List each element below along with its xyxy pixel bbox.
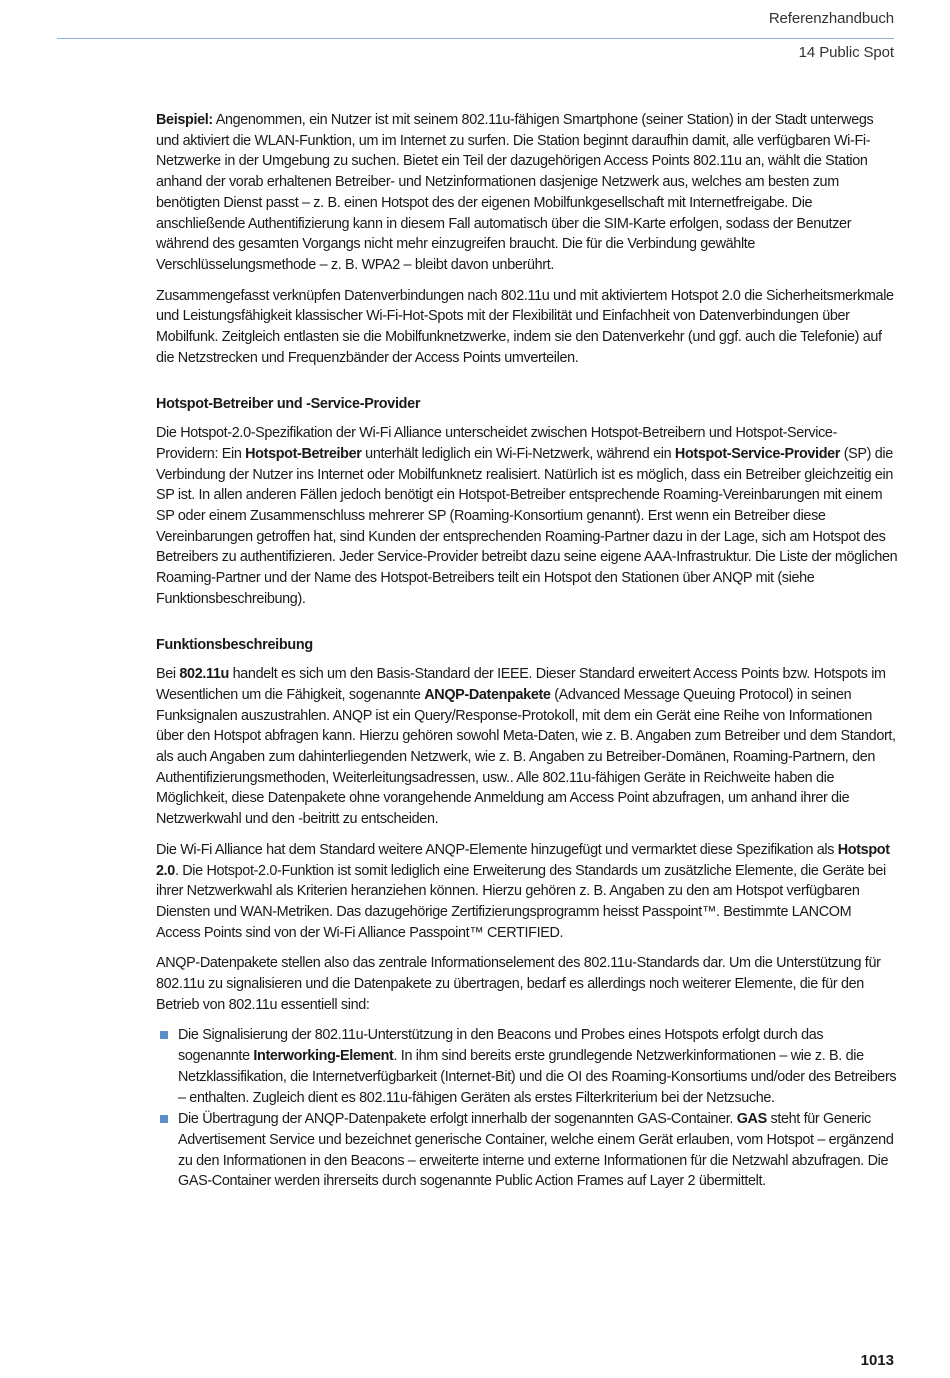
hotspot20-paragraph	[156, 840, 898, 944]
element-list	[156, 1025, 898, 1192]
term-gas: GAS	[736, 1111, 767, 1128]
term-hotspot-service-provider: Hotspot-Service-Provider	[674, 445, 841, 462]
text-run: Die Übertragung der ANQP-Datenpakete erfolgt innerhalb der sogenannten GAS-Container.	[178, 1111, 737, 1128]
list-item	[156, 1109, 898, 1192]
page-content	[156, 110, 898, 1193]
summary-paragraph: Zusammengefasst verknüpfen Datenverbindungen nach 802.11u und mit aktiviertem Hotspot 2.0 die Sicherheitsmerkmale und Leistungsfähigkeit klassischer Wi-Fi-Hot-Spots mit der Flexibilität und Einfachheit von Datenverbindungen über Mobilfunk. Zeitgleich entlasten sie die Mobilfunknetzwerke, indem sie den Datenverkehr (und ggf. auch die Telefonie) auf die Netzstrecken und Frequenzbänder der Access Points umverteilen.	[156, 287, 894, 366]
text-run: Bei	[156, 666, 180, 683]
chapter-title: 14 Public Spot	[798, 44, 894, 61]
text-run: Die Hotspot-2.0-Spezifikation der Wi-Fi Alliance unterscheidet zwischen Hotspot-Betreibern und Hotspot-Service-Providern: Ein	[156, 425, 838, 462]
header-title: Referenzhandbuch	[768, 10, 894, 27]
list-item	[156, 1025, 898, 1108]
term-anqp-packets: ANQP-Datenpakete	[424, 686, 551, 703]
example-paragraph	[156, 110, 898, 276]
anqp-paragraph: ANQP-Datenpakete stellen also das zentrale Informationselement des 802.11u-Standards dar. Um die Unterstützung für 802.11u zu signalisieren und die Datenpakete zu übertragen, bedarf es allerdings noch weiterer Elemente, die für den Betrieb von 802.11u essentiell sind:	[156, 955, 881, 1013]
header-divider	[57, 38, 894, 39]
text-run: . Die Hotspot-2.0-Funktion ist somit lediglich eine Erweiterung des Standards um zusätzliche Elemente, die Geräte bei ihrer Netzwerkwahl als Kriterien heranziehen können. Hierzu gehören z. B. Angaben zu den am Hotspot verfügbaren Diensten und WAN-Metriken. Das dazugehörige Zertifizierungsprogramm heisst Passpoint™. Bestimmte LANCOM Access Points sind von der Wi-Fi Alliance Passpoint™ CERTIFIED.	[156, 862, 886, 941]
square-bullet-icon	[160, 1115, 168, 1123]
text-run: unterhält lediglich ein Wi-Fi-Netzwerk, während ein	[361, 445, 675, 462]
term-interworking-element: Interworking-Element	[253, 1048, 394, 1065]
term-80211u: 802.11u	[179, 666, 229, 683]
operators-paragraph	[156, 423, 898, 609]
square-bullet-icon	[160, 1031, 168, 1039]
text-run: Die Signalisierung der 802.11u-Unterstützung in den Beacons und Probes eines Hotspots erfolgt durch das sogenannte	[178, 1027, 824, 1065]
example-label: Beispiel:	[156, 112, 213, 128]
page-number: 1013	[860, 1352, 894, 1369]
term-hotspot-20: Hotspot 2.0	[156, 841, 890, 879]
term-hotspot-operator: Hotspot-Betreiber	[245, 445, 362, 462]
section-heading-operators: Hotspot-Betreiber und -Service-Provider	[156, 396, 421, 413]
text-run: steht für Generic Advertisement Service und bezeichnet generische Container, welche einem Gerät erlauben, vom Hotspot – ergänzend zu den Informationen in den Beacons – erweiterte interne und externe Informationen für die Netzwahl abzufragen. Die GAS-Container werden ihrerseits durch sogenannte Public Action Frames auf Layer 2 übermittelt.	[178, 1111, 894, 1190]
text-run: (SP) die Verbindung der Nutzer ins Internet oder Mobilfunknetz realisiert. Natürlich ist es möglich, dass ein Betreiber gleichzeitig ein SP ist. In allen anderen Fällen jedoch benötigt ein Hotspot-Betreiber entsprechende Roaming-Vereinbarungen mit einem SP oder einem Zusammenschluss mehrerer SP (Roaming-Konsortium genannt). Erst wenn ein Betreiber diese Vereinbarungen getroffen hat, sind Kunden der entsprechenden Roaming-Partner dazu in der Lage, sich am Hotspot des Betreibers zu authentifizieren. Jeder Service-Provider betreibt dazu seine eigene AAA-Infrastruktur. Die Liste der möglichen Roaming-Partner und der Name des Hotspot-Betreibers teilt ein Hotspot den Stationen über ANQP mit (siehe Funktionsbeschreibung).	[156, 445, 898, 607]
text-run: (Advanced Message Queuing Protocol) in seinen Funksignalen auszustrahlen. ANQP ist ein Query/Response-Protokoll, mit dem ein Gerät eine Reihe von Informationen über den Hotspot abfragen kann. Hierzu gehören sowohl Meta-Daten, wie z. B. Angaben zum Betreiber und dem Standort, als auch Angaben zum dahinterliegenden Netzwerk, wie z. B. Angaben zu Betreiber-Domänen, Roaming-Partnern, den Authentifizierungsmethoden, Weiterleitungsadressen, usw.. Alle 802.11u-fähigen Geräte in Reichweite haben die Möglichkeit, diese Datenpakete ohne vorangehende Anmeldung am Access Point abzufragen, um anhand ihrer die Netzwerkwahl und den -beitritt zu entscheiden.	[156, 686, 896, 828]
function-paragraph	[156, 664, 898, 830]
text-run: . In ihm sind bereits erste grundlegende Netzwerkinformationen – wie z. B. die Netzklassifikation, die Internetverfügbarkeit (Internet-Bit) und die OI des Roaming-Konsortiums und/oder des Betreibers – enthalten. Zugleich dient es 802.11u-fähigen Geräten als erstes Filterkriterium bei der Netzsuche.	[178, 1048, 897, 1106]
example-text: Angenommen, ein Nutzer ist mit seinem 802.11u-fähigen Smartphone (seiner Station) in der Stadt unterwegs und aktiviert die WLAN-Funktion, um im Internet zu surfen. Die Station beginnt daraufhin damit, alle verfügbaren Wi-Fi-Netzwerke in der Umgebung zu suchen. Bietet ein Teil der dazugehörigen Access Points 802.11u an, wählt die Station anhand der vorab erhaltenen Betreiber- und Netzinformationen dasjenige Netzwerk aus, welches am besten zum benötigten Dienst passt – z. B. einen Hotspot des der eigenen Mobilfunkgesellschaft mit Internetfreigabe. Die anschließende Authentifizierung kann in diesem Fall automatisch über die SIM-Karte erfolgen, sodass der Benutzer während des gesamten Vorgangs nicht mehr einzugreifen braucht. Die für die Verbindung gewählte Verschlüsselungsmethode – z. B. WPA2 – bleibt davon unberührt.	[156, 112, 874, 273]
text-run: handelt es sich um den Basis-Standard der IEEE. Dieser Standard erweitert Access Points bzw. Hotspots im Wesentlichen um die Fähigkeit, sogenannte	[156, 666, 886, 703]
text-run: Die Wi-Fi Alliance hat dem Standard weitere ANQP-Elemente hinzugefügt und vermarktet diese Spezifikation als	[156, 841, 838, 858]
section-heading-function: Funktionsbeschreibung	[156, 637, 313, 654]
